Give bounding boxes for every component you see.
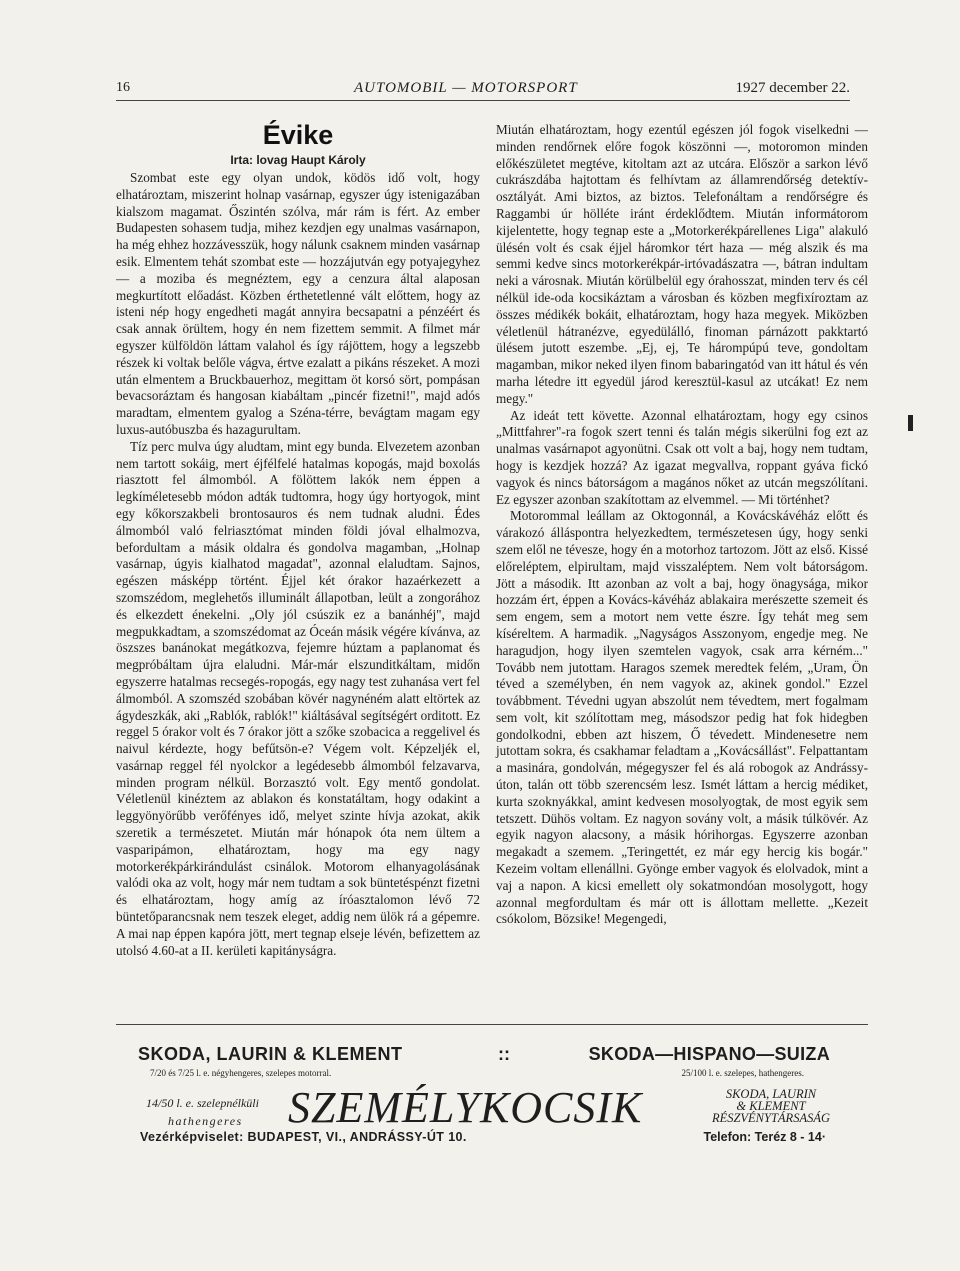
ad-sub-left: 7/20 és 7/25 l. e. négyhengeres, szelepes motorral.	[150, 1068, 332, 1078]
ad-headline: SZEMÉLYKOCSIK	[288, 1083, 643, 1132]
ad-address: Vezérképviselet: BUDAPEST, VI., ANDRÁSSY-ÚT 10.	[140, 1130, 467, 1144]
page-number: 16	[116, 80, 130, 95]
story-byline: Irta: lovag Haupt Károly	[230, 153, 366, 167]
ad-separator: ::	[498, 1044, 510, 1064]
ad-engine-line: 14/50 l. e. szelepnélküli	[146, 1096, 259, 1110]
ad-company-line: & KLEMENT	[736, 1099, 806, 1113]
article-column-right	[496, 122, 868, 928]
advertisement	[126, 1036, 852, 1148]
ad-brand-right: SKODA—HISPANO—SUIZA	[588, 1044, 830, 1064]
paragraph: Szombat este egy olyan undok, ködös idő volt, hogy elhatároztam, miszerint holnap vasárnap, egyszer úgy istenigazában kialszom magamat. Őszintén szólva, már rám is fért. Az ember Budapesten sohasem tudja, mihez kezdjen egy unalmas vasárnapon, ha még ehhez hozzávesszük, hogy nálunk csaknem minden vasárnap esik. Elmentem tehát szombat este — hozzájutván egy potyajegyhez — a moziba és megnéztem, egy a cenzura által alaposan megkurtított előadást. Közben érthetetlenné vált előttem, hogy az isteni nép hogy engedheti magát annyira becsapatni a pénzéért és csak annak örültem, hogy én nem fizettem semmit. A filmet már egyszer külföldön láttam valahol és így rájöttem, hogy a legszebb részek ki voltak belőle vágva, értve ezalatt a pikáns részeket. A mozi után elmentem a Bruckbauerhoz, megittam öt korsó sört, pompásan bevacsoráztam és hangosan kiabáltam „pincér fizetni!", majd adós maradtam, elmentem gyalog a Széna-térre, bevágtam magam egy luxus-autóbuszba és hazagurultam.	[116, 170, 480, 437]
journal-title: AUTOMOBIL — MOTORSPORT	[354, 80, 578, 96]
ad-company-line: SKODA, LAURIN	[725, 1087, 817, 1101]
story-title: Évike	[262, 120, 334, 150]
header-rule	[116, 100, 850, 101]
article-end-rule	[116, 1024, 868, 1025]
ad-phone: Telefon: Teréz 8 - 14·	[703, 1130, 826, 1144]
ad-company	[712, 1088, 830, 1124]
ad-company-line: RÉSZVÉNYTÁRSASÁG	[711, 1111, 830, 1125]
paragraph: Motorommal leállam az Oktogonnál, a Kovácskávéház előtt és várakozó álláspontra helyezkedtem, természetesen úgy, hogy senki szem elől ne tévesze, hogy én a motorhoz tartozom. Jött az első. Kissé előreléptem, elpirultam, majd visszaléptem. Nem volt bátorságom. Jött a második. Itt azonban az volt a baj, hogy önagysága, mikor hozzám ért, éppen a Kovács-kávéház ablakaira merészette szemeit és sem engem, sem a motort nem vette észre. Így tehát meg sem kíséreltem. A harmadik. „Nagyságos Asszonyom, engedje meg. Ne haragudjon, hogy ilyen szemtelen vagyok, csak arra kérném..." Tovább nem jutottam. Haragos szemek meredtek felém, „Uram, Ön téved a személyben, én nem vagyok az, akinek gondol." Ezzel továbbment. Tévedni ugyan abszolút nem tévedtem, mert fogalmam sem volt, kit szólítottam meg, másodszor pedig hat fok hidegben gondolkodni, ebben azt hiszem, Ő tévedett. Mindenesetre nem jutottam sokra, és csakhamar feladtam a „Kovácsállást". Felpattantam a masinára, gondolván, mégegyszer fel és alá robogok az Andrássy-úton, talán ott több szerencsém lesz. Ismét láttam a hercig médiket, kurta szoknyákkal, amint kedvesen mosolyogtak, de most egyik sem tetszett. Dühös voltam. Ez nagyon sovány volt, a másik túlkövér. Az egyik nagyon alacsony, a másik hórihorgas. Egyszerre azonban megakadt a szemem. „Teringettét, ez már egy hercig kis bogár." Kezeim voltam ellenállni. Gyönge ember vagyok és elolvadok, mint a vaj a napon. A kicsi emellett oly sokatmondóan mosolygott, hogy azonnal megfordultam és már ott is állottam mellette. „Kezeit csókolom, Bözsike! Megengedi,	[496, 508, 868, 927]
ad-sub-right: 25/100 l. e. szelepes, hathengeres.	[681, 1068, 804, 1078]
paragraph: Tíz perc mulva úgy aludtam, mint egy bunda. Elvezetem azonban nem tartott sokáig, mert éjfélfelé hatalmas kopogás, majd boxolás riasztott fel álmomból. A fölöttem lakók nem éppen a legkíméletesebb módon adták tudtomra, hogy úgy hortyogok, mint egy kőkorszakbeli brontosauros és nem tudnak aludni. Édes álmomból való felriasztómat minden földi jóval elhalmozva, befordultam a másik oldalra és gondolva magamban, „Holnap vasárnap, úgyis kialhatod magadat", azonnal elaludtam. Sajnos, egészen másképp történt. Éjjel két órakor hazaérkezett a szomszédom, meglehetős illuminált állapotban, leült a zongorához és elkezdett énekelni. „Oly jól csúszik ez a banánhéj", majd megpukkadtam, a szomszédomat az Óceán másik végére kívánva, az öszszes banánokat megátkozva, fejemre húztam a paplanomat és megpróbáltam újra elaludni. Már-már elszunditkáltam, midőn egyszerre hatalmas recsegés-ropogás, egy nagy test zuhanása vert fel álmomból. A szomszéd szobában kövér nagynéném alatt eltörtek az ágydeszkák, aki „Rablók, rablók!" kiáltásával segítségért orditott. Ez reggel 5 órakor volt és 7 órakor jött a szőke szobacica a reggelivel és naivul kérdezte, hogy befűtsön-e? Végem volt. Képzeljék el, vasárnap reggel fél nyolckor a legédesebb álmomból felzavarva, minden program nélkül. Borzasztó volt. Egy mentő gondolat. Véletlenül kinéztem az ablakon és konstatáltam, hogy odakint a leggyönyörűbb verőfényes idő, melyet szinte hívja azokat, akik szeretik a természetet. Miután már hónapok óta nem ültem a vasparipámon, elhatároztam, hogy ma egy nagy motorkerékpárkirándulást csinálok. Motorom elhanyagolásának valódi oka az volt, hogy már nem tudtam a sok büntetéspénzt fizetni és elhatároztam, hogy amíg az íróasztalomon lévő 72 büntetőparancsnak nem teszek eleget, addig nem ülök rá a gépemre. A mai nap éppen kapóra jött, mert tegnap elseje lévén, befizettem az utolsó 4.60-at a II. kerületi kapitányságra.	[116, 438, 480, 958]
margin-mark	[908, 415, 913, 431]
ad-brand-left: SKODA, LAURIN & KLEMENT	[138, 1044, 403, 1064]
issue-date: 1927 december 22.	[735, 80, 850, 96]
page-header	[116, 80, 850, 102]
paragraph: Miután elhatároztam, hogy ezentúl egészen jól fogok viselkedni — minden rendőrnek előre fogok köszönni —, motoromon minden előkészületet megtéve, kitoltam azt az utcára. Először a sarkon lévő cukrászdába hajtottam és felhívtam az államrendőrség detektív-osztályát. Ami biztos, az biztos. Telefonáltam a rendőrségre és Raggambi úr hölléte iránt érdeklődtem. Miután informátorom kijelentette, hogy tegnap este a „Motorkerékpárellenes Liga" alakuló ülésén volt és csak éjjel háromkor tért haza — még alszik és ma semmi kedve sincs motorkerékpár-irtóvadászatra —, bátran indultam neki a városnak. Miután körülbelül egy órahosszat, minden terv és cél nélkül ide-oda kocsikáztam a városban és közben megfixíroztam az összes médikék bokáit, elhatároztam, hogy haza megyek. Miközben véletlenül hátranézve, egyedülálló, finoman párnázott pakktartó ülésem jutott eszembe. „Ej, ej, Te hárompúpú teve, gondoltam magamban, mikor neked ilyen finom babaringatód van itt hátul és vén marha létedre itt egyedül járod keresztül-kasul az utcákat! Ez nem megy."	[496, 122, 868, 406]
paragraph: Az ideát tett követte. Azonnal elhatároztam, hogy egy csinos „Mittfahrer"-ra fogok szert tenni és talán mégis sikerülni fog ezt az unalmas vasárnapot agyonütni. Csak ott volt a baj, hogy nem tudtam, hogy is kezdjek hozzá? Az igazat megvallva, roppant gyáva fickó vagyok és nincs bátorságom a magános nőket az utcán megszólítani. Ez egyszer azonban szakítottam az elvemmel. — Mi történhet?	[496, 407, 868, 507]
article-column-left	[116, 120, 480, 959]
ad-cylinder-line: hathengeres	[168, 1114, 243, 1128]
